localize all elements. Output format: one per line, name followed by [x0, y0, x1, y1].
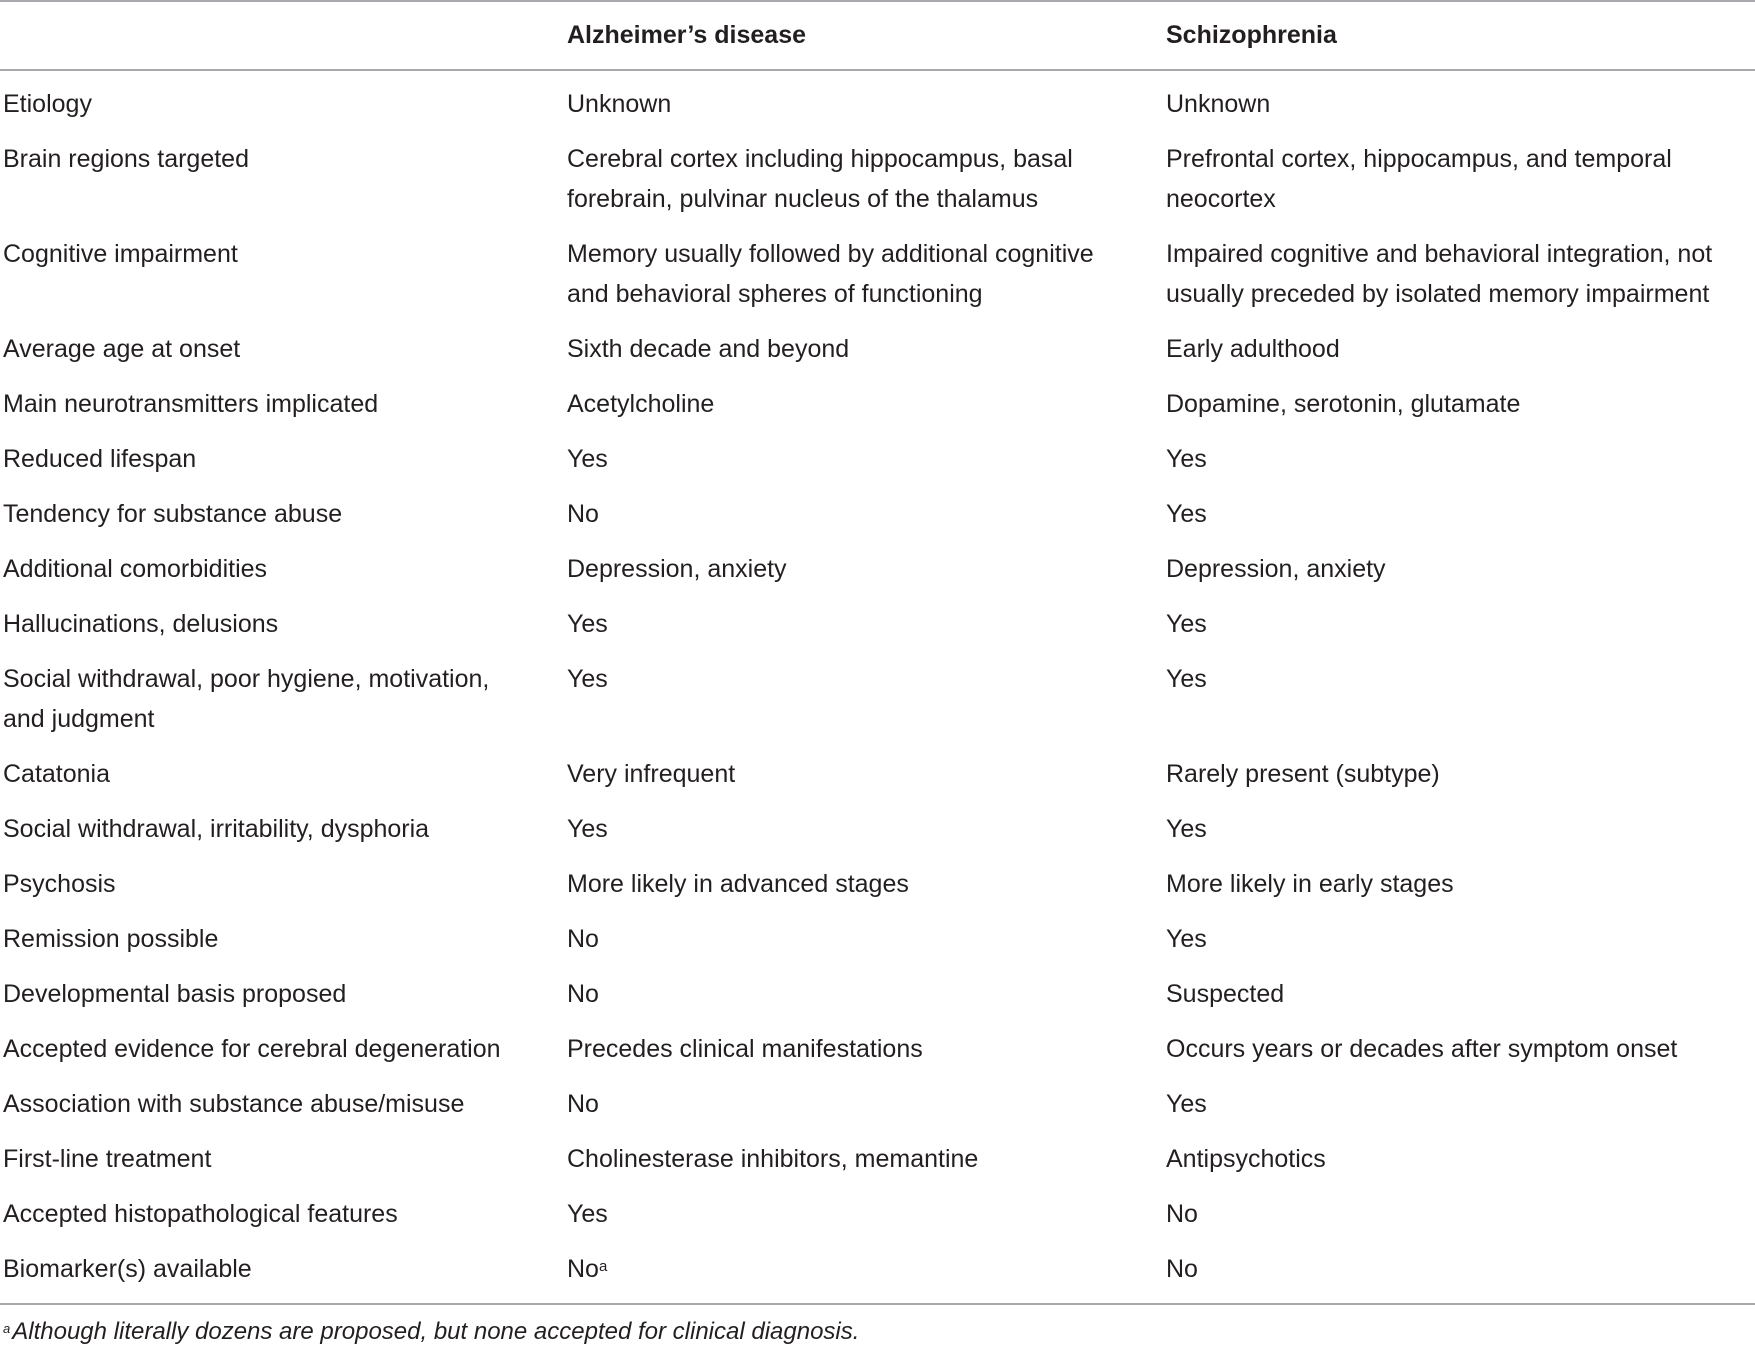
table-row [0, 1084, 1755, 1139]
schizophrenia-cell: Dopamine, serotonin, glutamate [1166, 390, 1521, 418]
table-row [0, 864, 1755, 919]
alzheimers-cell: Sixth decade and beyond [567, 335, 850, 363]
table-row [0, 1194, 1755, 1249]
feature-cell: Association with substance abuse/misuse [3, 1090, 465, 1118]
feature-cell: Remission possible [3, 925, 219, 953]
schizophrenia-cell: Yes [1166, 610, 1207, 638]
feature-cell: Main neurotransmitters implicated [3, 390, 379, 418]
alzheimers-cell: Yes [567, 815, 608, 843]
feature-cell: Developmental basis proposed [3, 980, 347, 1008]
table-row [0, 329, 1755, 384]
feature-cell: Social withdrawal, irritability, dysphoria [3, 815, 430, 843]
schizophrenia-cell: No [1166, 1200, 1198, 1228]
schizophrenia-cell: Suspected [1166, 980, 1285, 1008]
table-header [0, 1, 1755, 70]
table-row [0, 754, 1755, 809]
alzheimers-cell: Memory usually followed by additional cognitive and behavioral spheres of functioning [567, 240, 1094, 308]
alzheimers-cell: Cerebral cortex including hippocampus, basal forebrain, pulvinar nucleus of the thalamus [567, 145, 1073, 213]
alzheimers-cell: Yes [567, 1200, 608, 1228]
schizophrenia-cell: Impaired cognitive and behavioral integration, not usually preceded by isolated memory impairment [1166, 240, 1713, 308]
footnote-marker: a [3, 1321, 11, 1336]
feature-cell: Cognitive impairment [3, 240, 238, 268]
alzheimers-cell: Precedes clinical manifestations [567, 1035, 923, 1063]
table-body [0, 70, 1755, 1303]
schizophrenia-cell: No [1166, 1255, 1198, 1283]
feature-cell: Tendency for substance abuse [3, 500, 343, 528]
feature-cell: Reduced lifespan [3, 445, 197, 473]
alzheimers-cell: Acetylcholine [567, 390, 715, 418]
schizophrenia-cell: Prefrontal cortex, hippocampus, and temporal neocortex [1166, 145, 1672, 213]
feature-cell: Hallucinations, delusions [3, 610, 279, 638]
feature-cell: Biomarker(s) available [3, 1255, 252, 1283]
table-row [0, 604, 1755, 659]
alzheimers-cell: No [567, 500, 599, 528]
schizophrenia-cell: More likely in early stages [1166, 870, 1454, 898]
schizophrenia-cell: Yes [1166, 1090, 1207, 1118]
alzheimers-cell: No [567, 980, 599, 1008]
table-row [0, 70, 1755, 139]
alzheimers-cell: Depression, anxiety [567, 555, 787, 583]
alzheimers-cell: No [567, 1090, 599, 1118]
feature-cell: Accepted histopathological features [3, 1200, 398, 1228]
alzheimers-cell: Yes [567, 445, 608, 473]
header-schizophrenia: Schizophrenia [1164, 1, 1755, 70]
alzheimers-cell: Yes [567, 665, 608, 693]
alzheimers-cell: Cholinesterase inhibitors, memantine [567, 1145, 979, 1173]
schizophrenia-cell: Yes [1166, 925, 1207, 953]
schizophrenia-cell: Rarely present (subtype) [1166, 760, 1440, 788]
feature-cell: Accepted evidence for cerebral degeneration [3, 1035, 501, 1063]
table-row [0, 1029, 1755, 1084]
table-row [0, 439, 1755, 494]
table-bottom-rule [0, 1303, 1755, 1305]
table-row [0, 1139, 1755, 1194]
footnote-mark: a [598, 1258, 608, 1275]
header-row [0, 1, 1755, 70]
header-alzheimers: Alzheimer’s disease [565, 1, 1164, 70]
header-feature [0, 1, 565, 70]
table-row [0, 974, 1755, 1029]
alzheimers-cell: More likely in advanced stages [567, 870, 909, 898]
schizophrenia-cell: Yes [1166, 500, 1207, 528]
footnote-text: Although literally dozens are proposed, but none accepted for clinical diagnosis. [12, 1318, 860, 1345]
alzheimers-value: No [567, 1255, 599, 1283]
schizophrenia-cell: Early adulthood [1166, 335, 1340, 363]
schizophrenia-cell: Antipsychotics [1166, 1145, 1326, 1173]
schizophrenia-cell: Occurs years or decades after symptom onset [1166, 1035, 1678, 1063]
schizophrenia-cell: Yes [1166, 815, 1207, 843]
feature-cell: Brain regions targeted [3, 145, 249, 173]
feature-cell: Psychosis [3, 870, 116, 898]
schizophrenia-cell: Yes [1166, 665, 1207, 693]
schizophrenia-cell: Depression, anxiety [1166, 555, 1386, 583]
table-row [0, 659, 1755, 754]
feature-cell: Additional comorbidities [3, 555, 268, 583]
schizophrenia-cell: Yes [1166, 445, 1207, 473]
table-row [0, 139, 1755, 234]
feature-cell: Average age at onset [3, 335, 241, 363]
table-row [0, 919, 1755, 974]
schizophrenia-cell: Unknown [1166, 90, 1271, 118]
alzheimers-cell: Unknown [567, 90, 672, 118]
table-row [0, 494, 1755, 549]
alzheimers-cell [565, 1249, 1164, 1303]
feature-cell: Catatonia [3, 760, 111, 788]
table-row [0, 809, 1755, 864]
table-row [0, 384, 1755, 439]
table-row [0, 234, 1755, 329]
feature-cell: Etiology [3, 90, 92, 118]
feature-cell: Social withdrawal, poor hygiene, motivation, and judgment [3, 665, 490, 733]
alzheimers-cell: No [567, 925, 599, 953]
feature-cell: First-line treatment [3, 1145, 212, 1173]
table-row [0, 549, 1755, 604]
alzheimers-cell: Yes [567, 610, 608, 638]
table-row [0, 1249, 1755, 1303]
table-footnote [3, 1315, 859, 1349]
alzheimers-cell: Very infrequent [567, 760, 736, 788]
